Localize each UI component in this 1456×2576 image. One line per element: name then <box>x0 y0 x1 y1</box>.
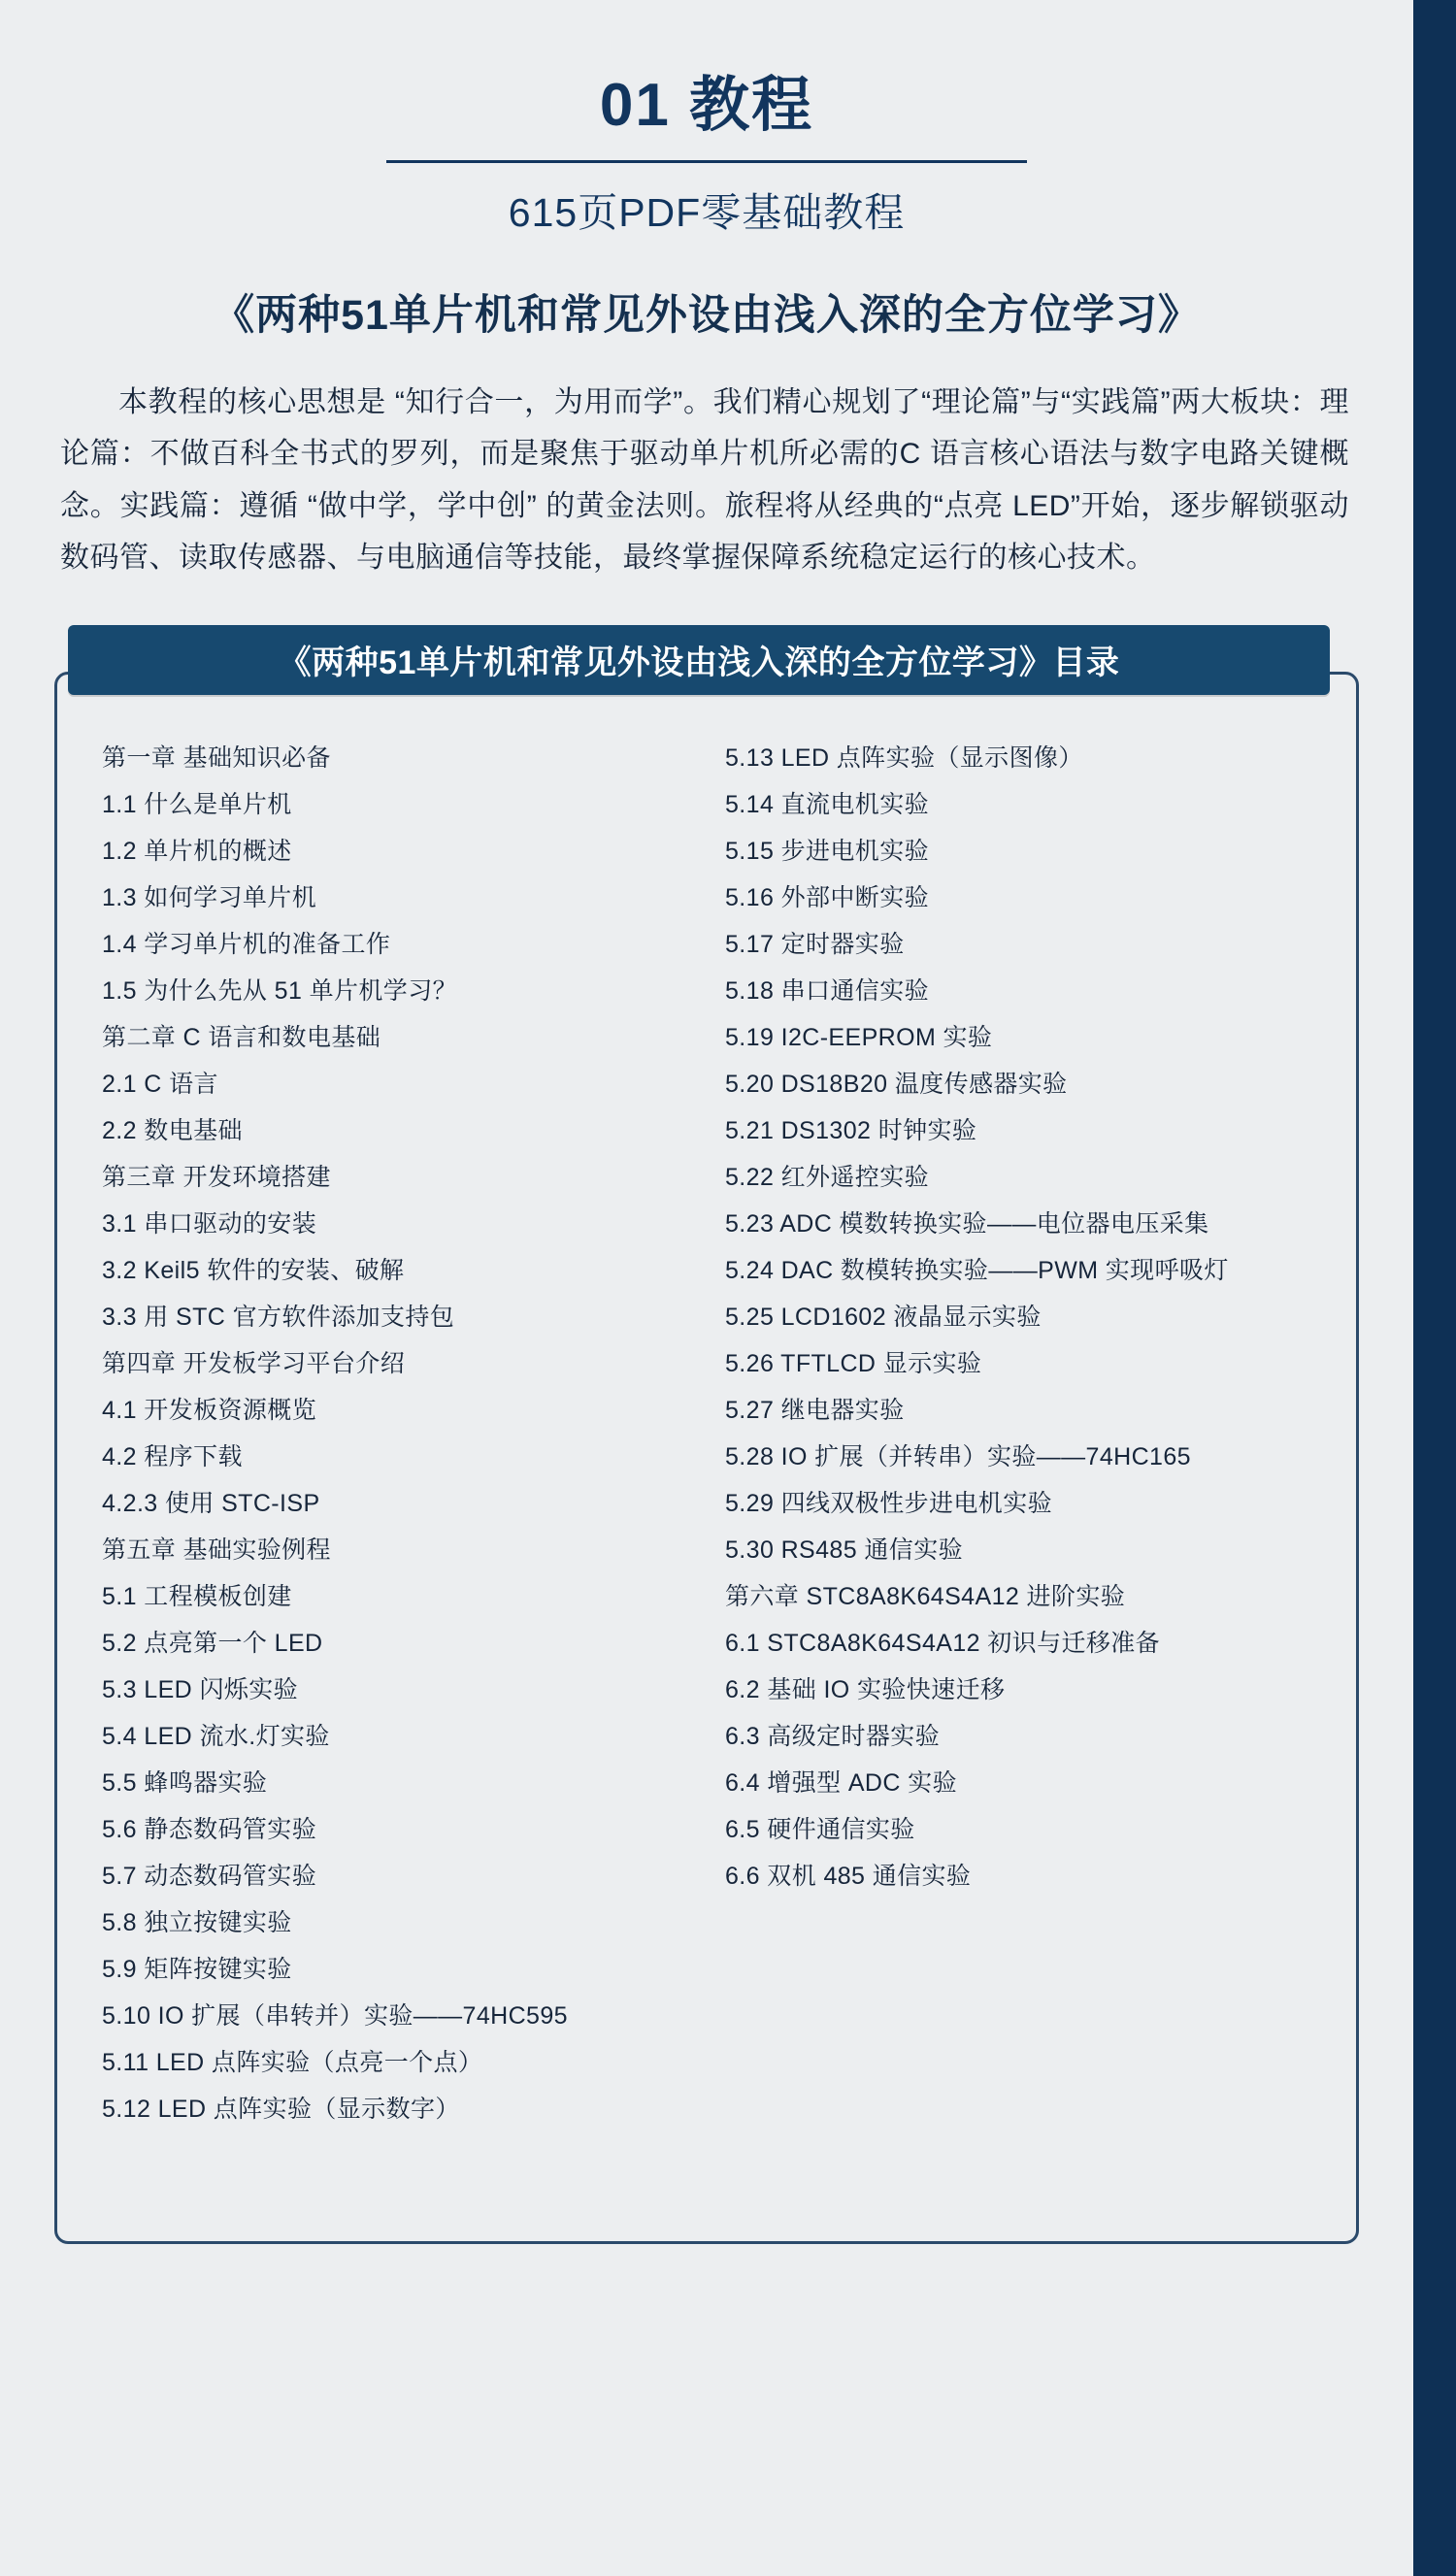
list-item: 2.2 数电基础 <box>102 1116 243 1144</box>
toc-box <box>54 672 1359 2244</box>
book-title: 《两种51单片机和常见外设由浅入深的全方位学习》 <box>213 292 1201 339</box>
list-item: 6.5 硬件通信实验 <box>725 1815 915 1843</box>
list-item: 5.20 DS18B20 温度传感器实验 <box>725 1070 1068 1098</box>
list-item: 5.16 外部中断实验 <box>725 883 930 911</box>
intro-paragraph: 本教程的核心思想是 “知行合一，为用而学”。我们精心规划了“理论篇”与“实践篇”两大板块：理论篇：不做百科全书式的罗列，而是聚焦于驱动单片机所必需的C 语言核心语法与数字电路关键概念。实践篇：遵循 “做中学，学中创” 的黄金法则。旅程将从经典的“点亮 LED”开始，逐步解锁驱动数码管、读取传感器、与电脑通信等技能，最终掌握保障系统稳定运行的核心技术。 <box>60 386 1349 575</box>
list-item: 4.2.3 使用 STC-ISP <box>102 1489 320 1517</box>
list-item: 5.24 DAC 数模转换实验——PWM 实现呼吸灯 <box>725 1256 1229 1284</box>
page-subtitle: 615页PDF零基础教程 <box>508 190 906 235</box>
list-item: 第二章 C 语言和数电基础 <box>102 1023 381 1051</box>
list-item: 5.3 LED 闪烁实验 <box>102 1675 299 1703</box>
list-item: 6.6 双机 485 通信实验 <box>725 1862 972 1890</box>
list-item: 5.25 LCD1602 液晶显示实验 <box>725 1303 1042 1331</box>
list-item: 5.10 IO 扩展（串转并）实验——74HC595 <box>102 2001 568 2030</box>
list-item: 第六章 STC8A8K64S4A12 进阶实验 <box>725 1582 1126 1610</box>
list-item: 5.4 LED 流水.灯实验 <box>102 1722 330 1750</box>
list-item: 2.1 C 语言 <box>102 1070 218 1098</box>
list-item: 5.15 步进电机实验 <box>725 837 930 865</box>
list-item: 5.13 LED 点阵实验（显示图像） <box>725 743 1083 772</box>
list-item: 4.1 开发板资源概览 <box>102 1396 317 1424</box>
list-item: 5.14 直流电机实验 <box>725 790 930 818</box>
list-item: 6.1 STC8A8K64S4A12 初识与迁移准备 <box>725 1629 1161 1657</box>
list-item: 5.8 独立按键实验 <box>102 1908 292 1936</box>
list-item: 1.4 学习单片机的准备工作 <box>102 930 391 958</box>
list-item: 3.2 Keil5 软件的安装、破解 <box>102 1256 405 1284</box>
list-item: 5.21 DS1302 时钟实验 <box>725 1116 977 1144</box>
list-item: 5.18 串口通信实验 <box>725 976 930 1005</box>
list-item: 1.1 什么是单片机 <box>102 790 292 818</box>
list-item: 3.1 串口驱动的安装 <box>102 1209 317 1238</box>
list-item: 5.22 红外遥控实验 <box>725 1163 930 1191</box>
toc-right-column <box>725 743 1311 2140</box>
title-divider <box>386 160 1027 163</box>
list-item: 1.2 单片机的概述 <box>102 837 292 865</box>
list-item: 第一章 基础知识必备 <box>102 743 331 772</box>
list-item: 6.2 基础 IO 实验快速迁移 <box>725 1675 1006 1703</box>
list-item: 第四章 开发板学习平台介绍 <box>102 1349 406 1377</box>
list-item: 5.2 点亮第一个 LED <box>102 1629 323 1657</box>
list-item: 6.3 高级定时器实验 <box>725 1722 941 1750</box>
list-item: 5.30 RS485 通信实验 <box>725 1536 963 1564</box>
list-item: 第三章 开发环境搭建 <box>102 1163 331 1191</box>
list-item: 5.11 LED 点阵实验（点亮一个点） <box>102 2048 483 2076</box>
list-item: 3.3 用 STC 官方软件添加支持包 <box>102 1303 455 1331</box>
list-item: 1.3 如何学习单片机 <box>102 883 317 911</box>
list-item: 5.6 静态数码管实验 <box>102 1815 317 1843</box>
list-item: 5.5 蜂鸣器实验 <box>102 1768 268 1797</box>
list-item: 5.12 LED 点阵实验（显示数字） <box>102 2095 460 2123</box>
list-item: 4.2 程序下载 <box>102 1442 243 1470</box>
list-item: 5.9 矩阵按键实验 <box>102 1955 292 1983</box>
list-item: 5.7 动态数码管实验 <box>102 1862 317 1890</box>
list-item: 5.26 TFTLCD 显示实验 <box>725 1349 982 1377</box>
list-item: 5.28 IO 扩展（并转串）实验——74HC165 <box>725 1442 1191 1470</box>
list-item: 5.1 工程模板创建 <box>102 1582 292 1610</box>
toc-left-column <box>102 743 688 2140</box>
list-item: 5.23 ADC 模数转换实验——电位器电压采集 <box>725 1209 1209 1238</box>
list-item: 第五章 基础实验例程 <box>102 1536 331 1564</box>
toc-banner-wrapper <box>54 625 1359 695</box>
toc-banner: 《两种51单片机和常见外设由浅入深的全方位学习》目录 <box>68 625 1330 695</box>
list-item: 5.29 四线双极性步进电机实验 <box>725 1489 1053 1517</box>
page-title: 01 教程 <box>599 72 814 139</box>
list-item: 6.4 增强型 ADC 实验 <box>725 1768 957 1797</box>
list-item: 5.27 继电器实验 <box>725 1396 905 1424</box>
list-item: 1.5 为什么先从 51 单片机学习？ <box>102 976 457 1005</box>
list-item: 5.19 I2C-EEPROM 实验 <box>725 1023 993 1051</box>
list-item: 5.17 定时器实验 <box>725 930 905 958</box>
